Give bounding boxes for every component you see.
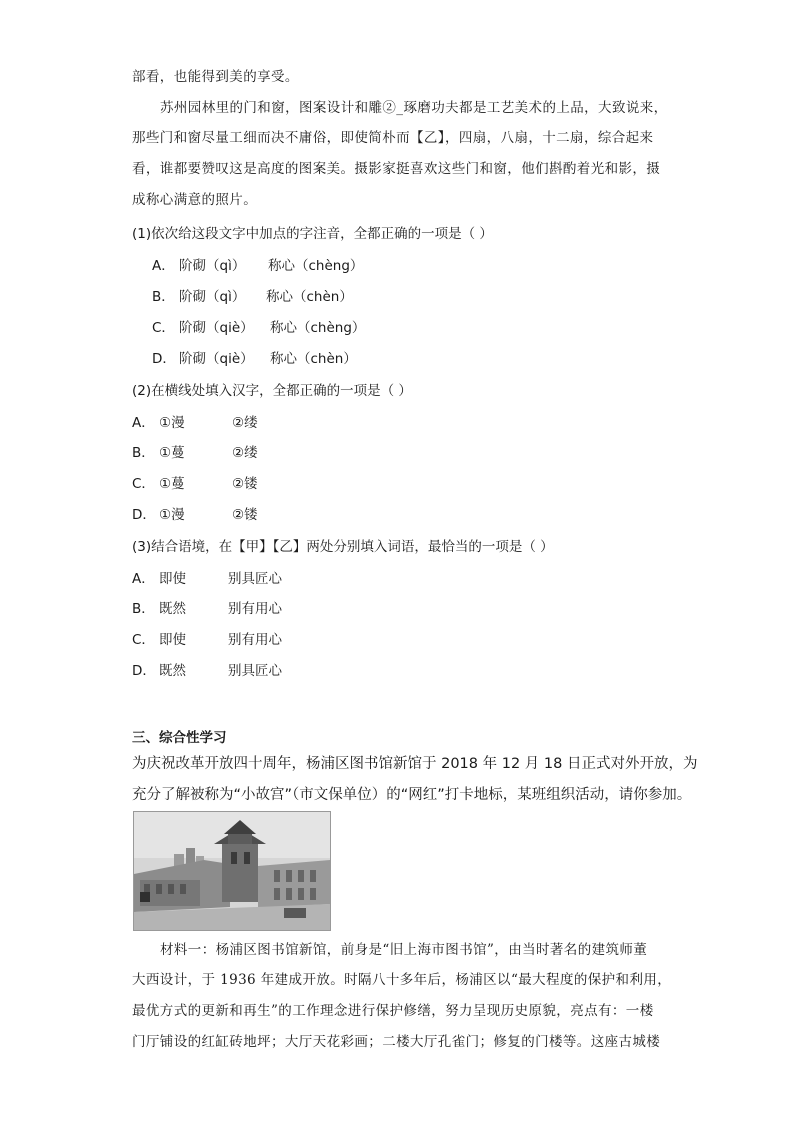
section-heading: 三、综合性学习	[132, 730, 227, 746]
q2-option-c	[132, 472, 258, 492]
passage-line-4: 成称心满意的照片。	[132, 192, 258, 208]
option-letter: C．	[132, 476, 155, 492]
intro-line-1: 为庆祝改革开放四十周年，杨浦区图书馆新馆于 2018 年 12 月 18 日正式对外开放，为	[132, 756, 698, 772]
passage-line-3: 看，谁都要赞叹这是高度的图案美。摄影家挺喜欢这些门和窗，他们斟酌着光和影，摄	[132, 161, 661, 177]
option-letter: D．	[152, 351, 176, 367]
option-letter: A．	[152, 258, 175, 274]
option-part-2: 别具匠心	[228, 571, 282, 587]
q3-option-c	[132, 628, 282, 648]
q1-option-d	[152, 347, 357, 367]
option-letter: A．	[132, 415, 155, 431]
option-part-2: ②镂	[232, 476, 258, 492]
option-letter: A．	[132, 571, 155, 587]
option-part-2: 称心（chèng）	[268, 258, 364, 274]
option-part-2: 别有用心	[228, 601, 282, 617]
option-letter: C．	[132, 632, 155, 648]
q3-option-d	[132, 659, 282, 679]
q1-option-b	[152, 285, 353, 305]
option-letter: C．	[152, 320, 175, 336]
option-letter: B．	[132, 445, 155, 461]
option-part-2: 称心（chèn）	[266, 289, 353, 305]
option-part-2: 别有用心	[228, 632, 282, 648]
option-part-1: 阶砌（qiè）	[179, 320, 254, 336]
q1-option-c	[152, 316, 366, 336]
option-part-2: ②缕	[232, 445, 258, 461]
q2-stem: (2)在横线处填入汉字，全都正确的一项是（ ）	[132, 383, 412, 399]
passage-line-0: 部看，也能得到美的享受。	[132, 69, 299, 85]
option-part-2: ②镂	[232, 507, 258, 523]
passage-line-1: 苏州园林里的门和窗，图案设计和雕②_琢磨功夫都是工艺美术的上品，大致说来，	[160, 100, 668, 116]
option-part-1: ①漫	[159, 415, 185, 431]
option-part-1: 阶砌（qiè）	[179, 351, 254, 367]
passage-line-2: 那些门和窗尽量工细而决不庸俗，即使简朴而【乙】，四扇，八扇，十二扇，综合起来	[132, 130, 654, 146]
q2-option-b	[132, 441, 258, 461]
option-letter: D．	[132, 663, 156, 679]
option-part-1: 阶砌（qì）	[179, 289, 246, 305]
option-letter: D．	[132, 507, 156, 523]
option-part-1: ①蔓	[159, 445, 185, 461]
material1-line-2: 大西设计，于 1936 年建成开放。时隔八十多年后，杨浦区以“最大程度的保护和利用，	[132, 972, 672, 988]
option-part-1: 即使	[159, 632, 186, 648]
q2-option-a	[132, 411, 258, 431]
option-part-2: 称心（chèng）	[270, 320, 366, 336]
option-part-1: 既然	[159, 663, 186, 679]
option-letter: B．	[132, 601, 155, 617]
q1-option-a	[152, 254, 364, 274]
q3-option-a	[132, 567, 282, 587]
option-letter: B．	[152, 289, 175, 305]
option-part-2: 别具匠心	[228, 663, 282, 679]
option-part-2: ②缕	[232, 415, 258, 431]
q3-stem: (3)结合语境，在【甲】【乙】两处分别填入词语，最恰当的一项是（ ）	[132, 539, 554, 555]
option-part-1: 即使	[159, 571, 186, 587]
option-part-2: 称心（chèn）	[270, 351, 357, 367]
library-photo	[133, 811, 331, 931]
material1-line-4: 门厅铺设的红缸砖地坪；大厅天花彩画；二楼大厅孔雀门；修复的门楼等。这座古城楼	[132, 1034, 661, 1050]
q1-stem: (1)依次给这段文字中加点的字注音，全都正确的一项是（ ）	[132, 226, 493, 242]
q3-option-b	[132, 597, 282, 617]
option-part-1: ①漫	[159, 507, 185, 523]
material1-line-1: 材料一：杨浦区图书馆新馆，前身是“旧上海市图书馆”，由当时著名的建筑师董	[160, 942, 648, 958]
option-part-1: ①蔓	[159, 476, 185, 492]
intro-line-2: 充分了解被称为“小故宫”（市文保单位）的“网红”打卡地标，某班组织活动，请你参加。	[132, 787, 692, 803]
option-part-1: 既然	[159, 601, 186, 617]
q2-option-d	[132, 503, 258, 523]
option-part-1: 阶砌（qì）	[179, 258, 246, 274]
material1-line-3: 最优方式的更新和再生”的工作理念进行保护修缮，努力呈现历史原貌，亮点有：一楼	[132, 1003, 654, 1019]
library-building-illustration	[134, 812, 330, 930]
